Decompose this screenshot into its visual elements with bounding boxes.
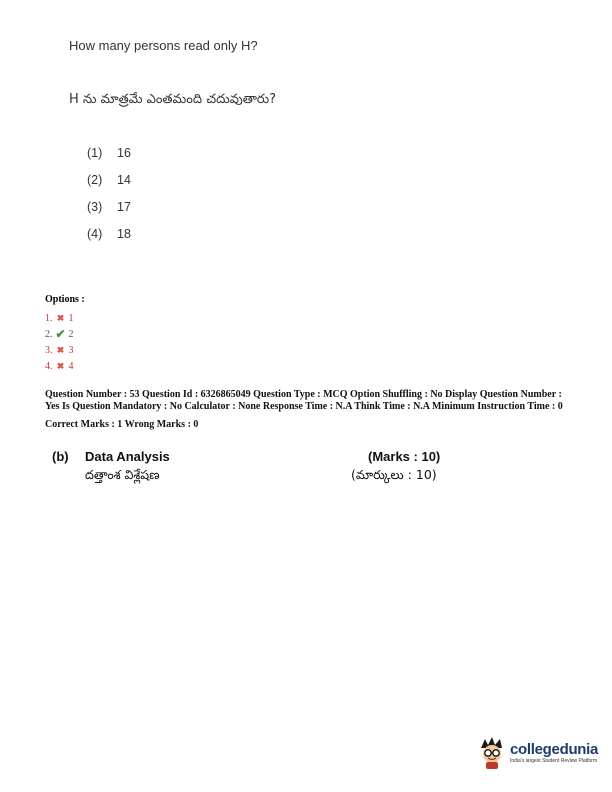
cross-icon: ✖ — [56, 344, 65, 355]
option-number: 2. — [45, 328, 53, 340]
section-label: (b) — [52, 449, 69, 464]
options-block — [45, 294, 85, 374]
choice-value: 17 — [117, 200, 131, 214]
choice-1 — [87, 146, 131, 173]
section-title-telugu: దత్తాంశ విశ్లేషణ — [85, 467, 160, 482]
cross-icon: ✖ — [56, 360, 65, 371]
choice-value: 14 — [117, 173, 131, 187]
section-header — [52, 449, 452, 486]
check-icon: ✔ — [55, 326, 66, 341]
choice-number: (1) — [87, 146, 103, 160]
options-title: Options : — [45, 294, 85, 305]
choice-value: 16 — [117, 146, 131, 160]
option-value: 1 — [68, 312, 74, 324]
option-1 — [45, 310, 85, 326]
answer-choices — [87, 146, 131, 254]
choice-3 — [87, 200, 131, 227]
option-number: 4. — [45, 360, 53, 372]
choice-value: 18 — [117, 227, 131, 241]
option-value: 2 — [68, 328, 74, 340]
mascot-icon — [477, 736, 507, 770]
question-text-english: How many persons read only H? — [69, 38, 258, 53]
question-details: Question Number : 53 Question Id : 6326865049 Question Type : MCQ Option Shuffling : No Display Question Number : Yes Is Question Mandatory : No Calculator : None Response Time : N.A Think Time : N.A Minimum Instruction Time : 0 — [45, 389, 563, 412]
cross-icon: ✖ — [56, 312, 65, 323]
option-value: 3 — [68, 344, 74, 356]
option-number: 1. — [45, 312, 53, 324]
choice-2 — [87, 173, 131, 200]
question-text-telugu: H ను మాత్రమే ఎంతమంది చదువుతారు? — [69, 92, 277, 107]
collegedunia-logo — [477, 736, 598, 770]
choice-number: (2) — [87, 173, 103, 187]
choice-number: (4) — [87, 227, 103, 241]
section-title: Data Analysis — [85, 449, 170, 464]
brand-name: collegedunia — [510, 740, 599, 758]
section-marks-telugu: (మార్కులు : 10) — [351, 467, 437, 482]
section-marks: (Marks : 10) — [368, 449, 441, 464]
question-meta — [45, 389, 565, 431]
option-2 — [45, 326, 85, 342]
brand-tagline: India's largest Student Review Platform — [510, 757, 598, 764]
question-marks: Correct Marks : 1 Wrong Marks : 0 — [45, 419, 199, 430]
option-4 — [45, 358, 85, 374]
choice-number: (3) — [87, 200, 103, 214]
option-3 — [45, 342, 85, 358]
choice-4 — [87, 227, 131, 254]
option-number: 3. — [45, 344, 53, 356]
option-value: 4 — [68, 360, 74, 372]
